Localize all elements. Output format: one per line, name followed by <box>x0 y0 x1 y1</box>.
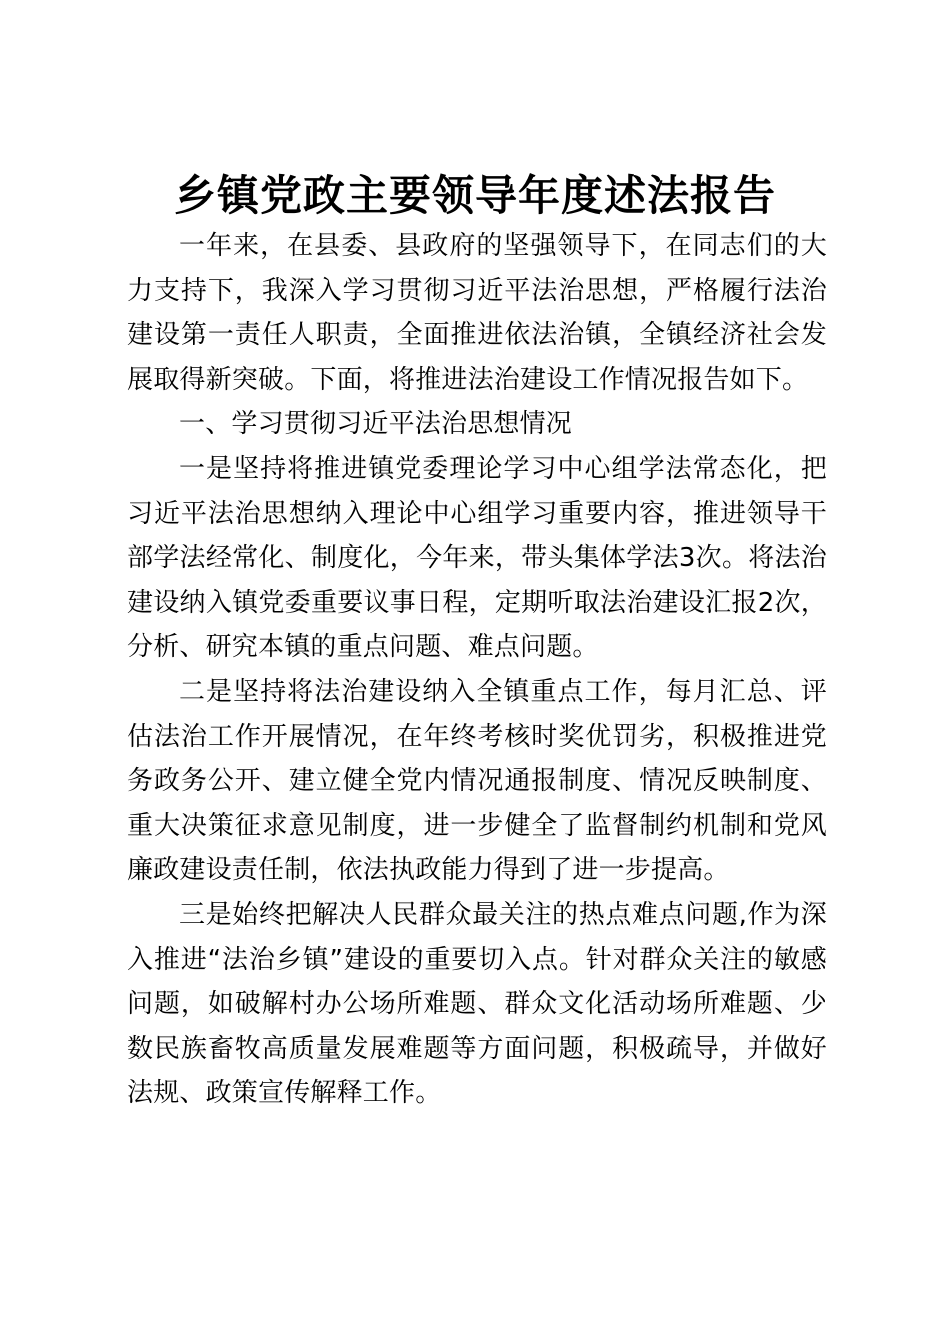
paragraph-intro: 一年来，在县委、县政府的坚强领导下，在同志们的大力支持下，我深入学习贯彻习近平法治思想，严格履行法治建设第一责任人职责，全面推进依法治镇，全镇经济社会发展取得新突破。下面，将推进法治建设工作情况报告如下。 <box>127 231 827 395</box>
document-body <box>127 224 827 1116</box>
paragraph-point-2: 二是坚持将法治建设纳入全镇重点工作，每月汇总、评估法治工作开展情况，在年终考核时奖优罚劣，积极推进党务政务公开、建立健全党内情况通报制度、情况反映制度、重大决策征求意见制度，进一步健全了监督制约机制和党风廉政建设责任制，依法执政能力得到了进一步提高。 <box>127 676 827 886</box>
paragraph-point-3: 三是始终把解决人民群众最关注的热点难点问题,作为深入推进“法治乡镇”建设的重要切入点。针对群众关注的敏感问题，如破解村办公场所难题、群众文化活动场所难题、少数民族畜牧高质量发展难题等方面问题，积极疏导，并做好法规、政策宣传解释工作。 <box>127 899 827 1109</box>
document-title: 乡镇党政主要领导年度述法报告 <box>173 171 776 220</box>
section-heading-1: 一、学习贯彻习近平法治思想情况 <box>179 409 573 440</box>
paragraph-point-1: 一是坚持将推进镇党委理论学习中心组学法常态化，把习近平法治思想纳入理论中心组学习重要内容，推进领导干部学法经常化、制度化，今年来，带头集体学法3次。将法治建设纳入镇党委重要议事日程，定期听取法治建设汇报2次，分析、研究本镇的重点问题、难点问题。 <box>127 453 827 663</box>
